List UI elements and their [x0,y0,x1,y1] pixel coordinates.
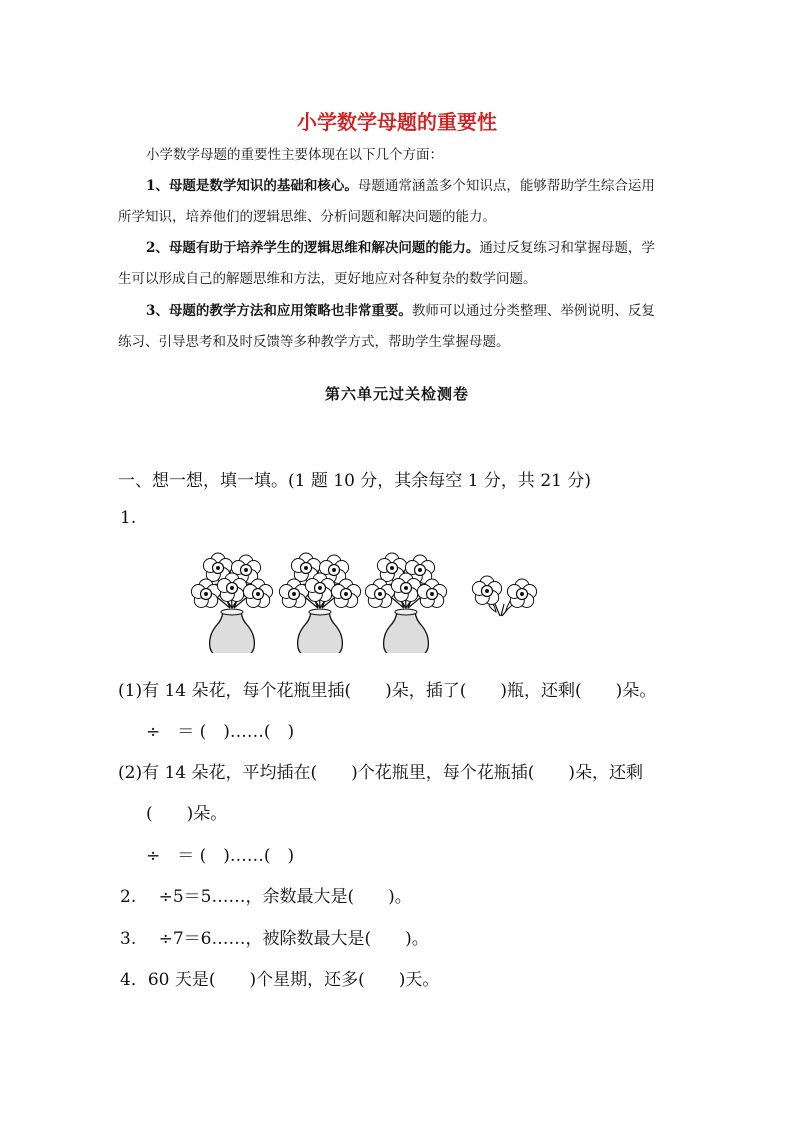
point-2-text: 通过反复练习和掌握母题，学 [479,240,655,256]
question-1-label: 1. [120,508,137,528]
intro-text: 小学数学母题的重要性主要体现在以下几个方面： [146,147,443,163]
point-3-line2: 练习、引导思考和及时反馈等多种教学方式，帮助学生掌握母题。 [118,334,510,350]
point-3-line1 [146,296,655,327]
vase-1 [191,553,272,653]
question-1-equation-2: ÷ ＝ ( )……( ) [146,846,295,866]
page-title: 小学数学母题的重要性 [297,110,497,134]
vase-2 [279,553,360,653]
flower-vases-illustration [190,548,545,653]
question-1-part-2: (2)有 14 朵花，平均插在( )个花瓶里，每个花瓶插( )朵，还剩 [118,763,644,783]
unit-title: 第六单元过关检测卷 [324,385,469,403]
point-1-lead: 1、母题是数学知识的基础和核心。 [146,178,358,194]
point-3-text: 教师可以通过分类整理、举例说明、反复 [411,303,655,319]
question-2: 2. ÷5＝5……，余数最大是( )。 [120,887,412,907]
point-2-line1 [146,233,655,264]
point-1-line1 [146,171,655,202]
vase-3 [365,553,446,653]
question-1-part-2-continued: ( )朵。 [146,804,228,824]
point-2-line2: 生可以形成自己的解题思维和方法，更好地应对各种复杂的数学问题。 [118,271,537,287]
question-3: 3. ÷7＝6……，被除数最大是( )。 [120,929,429,949]
point-1-text: 母题通常涵盖多个知识点，能够帮助学生综合运用 [357,178,655,194]
point-2-lead: 2、母题有助于培养学生的逻辑思维和解决问题的能力。 [146,240,480,256]
leftover-flowers [472,576,536,616]
point-1-line2: 所学知识，培养他们的逻辑思维、分析问题和解决问题的能力。 [118,209,496,225]
question-4: 4．60 天是( )个星期，还多( )天。 [120,970,440,990]
question-1-equation-1: ÷ ＝ ( )……( ) [146,722,295,742]
question-1-part-1: (1)有 14 朵花，每个花瓶里插( )朵，插了( )瓶，还剩( )朵。 [118,681,657,701]
section-1-heading: 一、想一想，填一填。(1 题 10 分，其余每空 1 分，共 21 分) [118,471,591,491]
point-3-lead: 3、母题的教学方法和应用策略也非常重要。 [146,303,412,319]
